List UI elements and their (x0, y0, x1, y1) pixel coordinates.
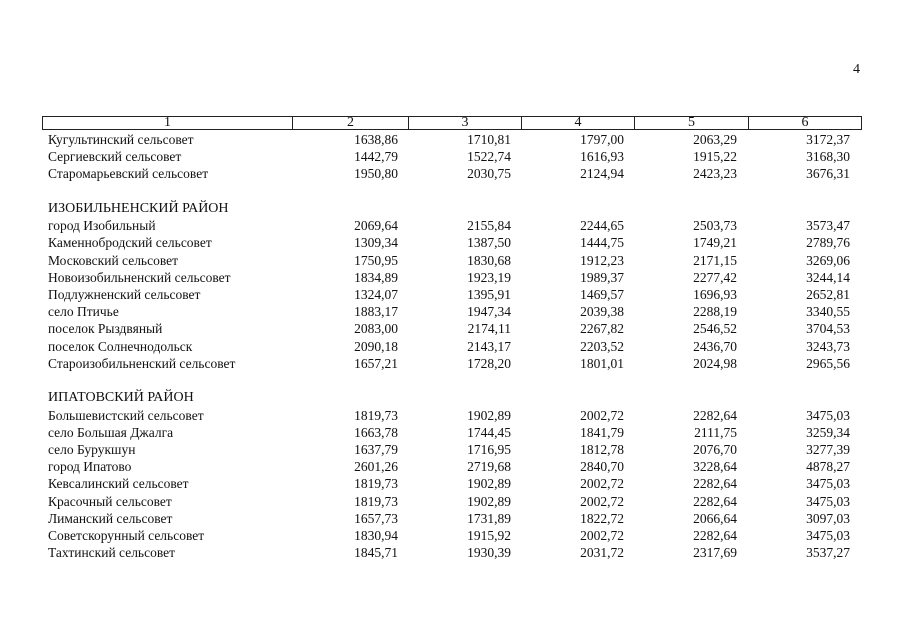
row-value-col-5: 2282,64 (693, 493, 737, 509)
row-name: Советскорунный сельсовет (48, 527, 205, 543)
table-row (48, 493, 860, 510)
section-gap (48, 372, 860, 390)
row-value-col-6: 3475,03 (806, 527, 850, 543)
row-value-col-2: 1819,73 (354, 493, 398, 509)
row-value-col-2: 1324,07 (354, 287, 398, 302)
row-value-col-6: 3168,30 (806, 149, 850, 165)
row-value-col-2: 1834,89 (354, 269, 398, 285)
row-value-col-4: 2203,52 (580, 338, 624, 354)
table-row (48, 458, 860, 475)
row-value-col-3: 1902,89 (467, 407, 511, 423)
row-value-col-6: 3243,73 (806, 338, 850, 354)
row-value-col-3: 1395,91 (467, 287, 511, 302)
table-row (48, 148, 860, 165)
row-name: село Бурукшун (48, 442, 136, 457)
row-value-col-3: 1902,89 (467, 476, 511, 492)
row-value-col-3: 2719,68 (467, 459, 511, 475)
row-name: Тахтинский сельсовет (48, 545, 176, 561)
row-value-col-4: 1797,00 (580, 132, 624, 147)
region-heading-ipatovsky (48, 389, 860, 406)
row-value-col-2: 1830,94 (354, 527, 398, 543)
row-value-col-4: 2002,72 (580, 527, 624, 543)
row-name: Московский сельсовет (48, 252, 179, 268)
row-value-col-4: 2031,72 (580, 545, 624, 561)
row-value-col-5: 2066,64 (693, 510, 737, 526)
row-value-col-3: 2143,17 (467, 338, 511, 354)
row-value-col-2: 1845,71 (354, 545, 398, 561)
table-row (48, 303, 860, 320)
region-title: ИПАТОВСКИЙ РАЙОН (48, 390, 194, 406)
section-izobilnensky (48, 217, 860, 372)
table-row (48, 475, 860, 492)
row-value-col-5: 2282,64 (693, 527, 737, 543)
table-row (48, 217, 860, 234)
row-name: Каменнобродский сельсовет (48, 235, 212, 251)
table-row (48, 320, 860, 337)
row-value-col-4: 2840,70 (580, 459, 624, 475)
row-value-col-4: 1841,79 (580, 424, 624, 440)
row-value-col-5: 2282,64 (693, 407, 737, 423)
row-value-col-2: 1750,95 (354, 252, 398, 268)
row-value-col-6: 3172,37 (806, 132, 850, 147)
row-value-col-2: 1442,79 (354, 149, 398, 165)
row-value-col-6: 3259,34 (806, 424, 850, 440)
column-header-1: 1 (43, 117, 293, 129)
column-header-2: 2 (293, 117, 409, 129)
section-continued (48, 131, 860, 183)
section-ipatovsky (48, 407, 860, 562)
row-value-col-3: 2030,75 (467, 166, 511, 182)
table-row (48, 269, 860, 286)
row-value-col-2: 1819,73 (354, 407, 398, 423)
row-value-col-2: 2069,64 (354, 218, 398, 234)
row-value-col-3: 1731,89 (467, 510, 511, 526)
row-value-col-5: 2503,73 (693, 218, 737, 234)
row-value-col-6: 2965,56 (806, 355, 850, 371)
row-name: Староизобильненский сельсовет (48, 355, 236, 371)
table-row (48, 131, 860, 148)
row-value-col-2: 1309,34 (354, 235, 398, 251)
row-value-col-3: 1710,81 (467, 132, 511, 147)
row-value-col-6: 3244,14 (806, 269, 850, 285)
row-value-col-3: 1915,92 (467, 527, 511, 543)
row-value-col-4: 2002,72 (580, 493, 624, 509)
table-row (48, 355, 860, 372)
row-value-col-6: 3537,27 (806, 545, 850, 561)
row-value-col-2: 1637,79 (354, 442, 398, 457)
row-value-col-2: 1883,17 (354, 304, 398, 320)
column-header-4: 4 (522, 117, 635, 129)
column-header-3: 3 (409, 117, 522, 129)
row-value-col-4: 2124,94 (580, 166, 624, 182)
row-value-col-3: 1830,68 (467, 252, 511, 268)
row-value-col-6: 3573,47 (806, 218, 850, 234)
row-value-col-3: 1923,19 (467, 269, 511, 285)
row-value-col-4: 1469,57 (580, 287, 624, 302)
row-value-col-6: 3475,03 (806, 493, 850, 509)
row-name: Сергиевский сельсовет (48, 149, 182, 165)
column-header-6: 6 (801, 115, 809, 130)
table-row (48, 407, 860, 424)
row-value-col-4: 1444,75 (580, 235, 624, 251)
row-value-col-6: 3704,53 (806, 321, 850, 337)
row-value-col-5: 2282,64 (693, 476, 737, 492)
row-name: Старомарьевский сельсовет (48, 166, 209, 182)
row-value-col-3: 1522,74 (467, 149, 511, 165)
table-row (48, 527, 860, 544)
table-row (48, 544, 860, 561)
row-value-col-2: 1819,73 (354, 476, 398, 492)
page-number: 4 (853, 62, 860, 77)
row-value-col-5: 1696,93 (693, 287, 737, 302)
row-value-col-5: 3228,64 (693, 459, 737, 475)
row-value-col-2: 2601,26 (354, 459, 398, 475)
row-value-col-5: 2288,19 (693, 304, 737, 320)
row-value-col-3: 1387,50 (467, 235, 511, 251)
row-value-col-4: 1912,23 (580, 252, 624, 268)
row-value-col-6: 2789,76 (806, 235, 850, 251)
row-value-col-6: 3475,03 (806, 476, 850, 492)
row-value-col-6: 3097,03 (806, 510, 850, 526)
row-name: село Птичье (48, 304, 119, 320)
table-row (48, 510, 860, 527)
table-row (48, 424, 860, 441)
row-value-col-4: 1812,78 (580, 442, 624, 457)
row-value-col-2: 1663,78 (354, 424, 398, 440)
row-value-col-3: 1902,89 (467, 493, 511, 509)
row-value-col-3: 2174,11 (467, 321, 511, 337)
row-value-col-4: 1801,01 (580, 355, 624, 371)
row-value-col-5: 2277,42 (693, 269, 737, 285)
row-value-col-4: 1616,93 (580, 149, 624, 165)
row-name: Кугультинский сельсовет (48, 132, 194, 147)
row-value-col-3: 1744,45 (467, 424, 511, 440)
row-value-col-4: 1822,72 (580, 510, 624, 526)
row-value-col-5: 2436,70 (693, 338, 737, 354)
row-value-col-6: 3676,31 (806, 166, 850, 182)
region-heading-izobilnensky (48, 200, 860, 217)
row-value-col-6: 3475,03 (806, 407, 850, 423)
row-value-col-6: 2652,81 (806, 287, 850, 302)
row-value-col-6: 3269,06 (806, 252, 850, 268)
table-row (48, 441, 860, 458)
row-value-col-2: 2083,00 (354, 321, 398, 337)
row-value-col-5: 2546,52 (693, 321, 737, 337)
row-name: Лиманский сельсовет (48, 510, 173, 526)
section-gap (48, 183, 860, 201)
column-header-5: 5 (635, 117, 749, 129)
row-value-col-5: 1749,21 (693, 235, 737, 251)
row-value-col-4: 2039,38 (580, 304, 624, 320)
row-value-col-5: 2024,98 (693, 355, 737, 371)
table-row (48, 286, 860, 303)
row-value-col-5: 2076,70 (693, 442, 737, 457)
row-value-col-2: 1657,73 (354, 510, 398, 526)
row-value-col-5: 2063,29 (693, 132, 737, 147)
row-value-col-5: 1915,22 (693, 149, 737, 165)
row-name: город Ипатово (48, 459, 132, 475)
row-value-col-5: 2423,23 (693, 166, 737, 182)
column-header-row (42, 116, 862, 130)
row-value-col-3: 1728,20 (467, 355, 511, 371)
table-row (48, 338, 860, 355)
row-name: поселок Солнечнодольск (48, 338, 193, 354)
row-value-col-6: 3340,55 (806, 304, 850, 320)
table-body (48, 131, 860, 561)
row-value-col-6: 3277,39 (806, 442, 850, 457)
row-value-col-4: 1989,37 (580, 269, 624, 285)
row-value-col-3: 2155,84 (467, 218, 511, 234)
row-name: село Большая Джалга (48, 424, 174, 440)
table-row (48, 165, 860, 182)
row-value-col-4: 2002,72 (580, 476, 624, 492)
region-title: ИЗОБИЛЬНЕНСКИЙ РАЙОН (48, 201, 229, 217)
row-name: Новоизобильненский сельсовет (48, 269, 231, 285)
row-name: Красочный сельсовет (48, 493, 172, 509)
row-value-col-5: 2111,75 (694, 424, 737, 440)
row-value-col-3: 1947,34 (467, 304, 511, 320)
row-name: Кевсалинский сельсовет (48, 476, 189, 492)
row-name: Большевистский сельсовет (48, 407, 204, 423)
row-value-col-4: 2267,82 (580, 321, 624, 337)
row-name: Подлужненский сельсовет (48, 287, 201, 302)
table-row (48, 234, 860, 251)
row-value-col-5: 2317,69 (693, 545, 737, 561)
row-value-col-2: 1638,86 (354, 132, 398, 147)
row-value-col-4: 2002,72 (580, 407, 624, 423)
row-value-col-3: 1716,95 (467, 442, 511, 457)
row-name: поселок Рыздвяный (48, 321, 163, 337)
row-value-col-2: 2090,18 (354, 338, 398, 354)
row-name: город Изобильный (48, 218, 156, 234)
row-value-col-5: 2171,15 (693, 252, 737, 268)
row-value-col-2: 1657,21 (354, 355, 398, 371)
row-value-col-2: 1950,80 (354, 166, 398, 182)
table-row (48, 252, 860, 269)
row-value-col-3: 1930,39 (467, 545, 511, 561)
row-value-col-4: 2244,65 (580, 218, 624, 234)
row-value-col-6: 4878,27 (806, 459, 850, 475)
